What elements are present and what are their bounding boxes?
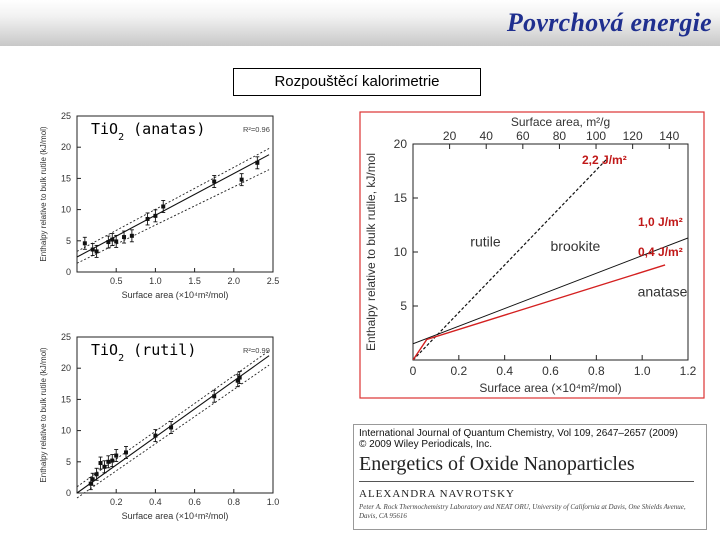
y-tick-label: 20 [60, 142, 71, 153]
fit-line [77, 155, 269, 257]
data-point [238, 376, 242, 380]
x-tick-label: 0.8 [227, 497, 241, 507]
x-tick-label: 0.4 [496, 364, 514, 378]
x-tick-label: 0 [409, 364, 417, 378]
series-line-rutile [413, 158, 608, 360]
x-tick-label: 0.6 [542, 364, 559, 378]
x-tick-label: 1.0 [149, 276, 162, 286]
polymorph-chart [358, 104, 708, 402]
r-squared-label: R²=0.99 [243, 346, 270, 355]
y-tick-label: 25 [60, 111, 71, 121]
y-tick-label: 15 [60, 173, 71, 184]
data-point [130, 234, 134, 238]
y-tick-label: 25 [60, 332, 71, 342]
y-tick-label: 0 [65, 267, 71, 277]
r-squared-label: R²=0.96 [243, 125, 270, 134]
anatase-slope-label: 0,4 J/m² [638, 245, 683, 259]
x-tick-label: 1.2 [679, 364, 697, 378]
top-x-tick-label: 80 [552, 129, 567, 143]
confidence-bound-line [77, 365, 269, 498]
x-axis-label: Surface area (×10⁴m²/mol) [479, 381, 622, 395]
data-point [102, 465, 106, 469]
reference-journal [359, 428, 678, 450]
data-point [83, 241, 87, 245]
rutile-chart [35, 325, 335, 530]
data-point [122, 235, 126, 239]
y-tick-label: 5 [400, 299, 407, 313]
confidence-bound-line [77, 148, 269, 251]
subtitle: Rozpouštěcí kalorimetrie [233, 68, 481, 96]
data-point [95, 472, 99, 476]
anatase-chart [35, 104, 335, 309]
x-tick-label: 2.0 [227, 276, 241, 286]
reference-journal-line2: © 2009 Wiley Periodicals, Inc. [359, 439, 492, 450]
brookite-slope-label: 1,0 J/m² [638, 215, 683, 229]
data-point [99, 461, 103, 465]
title-bar [0, 0, 720, 46]
x-tick-label: 0.4 [149, 497, 162, 507]
data-point [91, 477, 95, 481]
series-label-anatase: anatase [637, 283, 688, 300]
data-point [153, 434, 157, 438]
plot-frame [77, 337, 273, 493]
y-tick-label: 10 [60, 425, 71, 436]
reference-article-title: Energetics of Oxide Nanoparticles [359, 453, 635, 475]
top-x-tick-label: 120 [622, 129, 643, 143]
data-point [169, 425, 173, 429]
x-tick-label: 1.0 [633, 364, 651, 378]
x-tick-label: 1.0 [266, 497, 280, 507]
reference-journal-line1: International Journal of Quantum Chemistry, Vol 109, 2647–2657 (2009) [359, 428, 678, 439]
panel-label: TiO$_2$ (anatas) [91, 120, 206, 143]
data-point [106, 240, 110, 244]
polymorph-chart-panel [358, 104, 708, 402]
data-point [110, 459, 114, 463]
y-axis-label: Enthalpy relative to bulk rutile (kJ/mol) [39, 126, 48, 262]
y-axis-label: Enthalpy relative to bulk rutile, kJ/mol [364, 152, 378, 352]
x-tick-label: 0.6 [188, 497, 201, 507]
data-point [124, 450, 128, 454]
data-point [95, 249, 99, 253]
x-axis-label: Surface area (×10⁴m²/mol) [121, 290, 229, 300]
confidence-bound-line [77, 170, 269, 264]
y-tick-label: 0 [65, 488, 71, 498]
reference-author: ALEXANDRA NAVROTSKY [359, 488, 516, 500]
x-axis-label: Surface area (×10⁴m²/mol) [121, 511, 229, 521]
top-x-tick-label: 20 [442, 129, 457, 143]
data-point [255, 161, 259, 165]
data-point [240, 178, 244, 182]
x-tick-label: 0.2 [450, 364, 468, 378]
top-x-tick-label: 60 [516, 129, 530, 143]
x-tick-label: 0.5 [109, 276, 123, 286]
x-tick-label: 0.8 [587, 364, 605, 378]
reference-affiliation: Peter A. Rock Thermochemistry Laboratory and NEAT ORU, University of California at Davis, One Shields Avenue, Davis, CA 95616 [359, 503, 686, 520]
y-tick-label: 15 [393, 191, 407, 205]
top-x-tick-label: 140 [659, 129, 680, 143]
data-point [106, 460, 110, 464]
x-tick-label: 0.2 [109, 497, 123, 507]
page-title: Povrchová energie [506, 8, 712, 37]
y-tick-label: 20 [60, 363, 71, 374]
data-point [146, 217, 150, 221]
data-point [212, 180, 216, 184]
data-point [110, 238, 114, 242]
y-tick-label: 10 [393, 245, 407, 259]
data-point [153, 214, 157, 218]
series-label-brookite: brookite [550, 237, 601, 254]
x-tick-label: 1.5 [188, 276, 201, 286]
y-tick-label: 20 [393, 137, 407, 151]
y-tick-label: 10 [60, 204, 71, 215]
top-x-tick-label: 100 [586, 129, 607, 143]
rutile-chart-panel [35, 325, 335, 530]
series-label-rutile: rutile [470, 233, 501, 250]
data-point [161, 204, 165, 208]
rutile-slope-label: 2,2 J/m² [582, 153, 627, 167]
y-tick-label: 15 [60, 394, 71, 405]
reference-divider [359, 481, 694, 482]
panel-label: TiO$_2$ (rutil) [91, 341, 197, 364]
series-line-anatase [413, 265, 665, 360]
data-point [114, 454, 118, 458]
reference-panel [353, 424, 707, 530]
data-point [114, 239, 118, 243]
anatase-chart-panel [35, 104, 335, 309]
data-point [91, 248, 95, 252]
y-axis-label: Enthalpy relative to bulk rutile (kJ/mol) [39, 347, 48, 483]
x-tick-label: 2.5 [266, 276, 280, 286]
top-x-tick-label: 40 [479, 129, 493, 143]
y-tick-label: 5 [65, 235, 71, 246]
top-x-axis-label: Surface area, m²/g [510, 115, 611, 129]
data-point [212, 394, 216, 398]
y-tick-label: 5 [65, 456, 71, 467]
